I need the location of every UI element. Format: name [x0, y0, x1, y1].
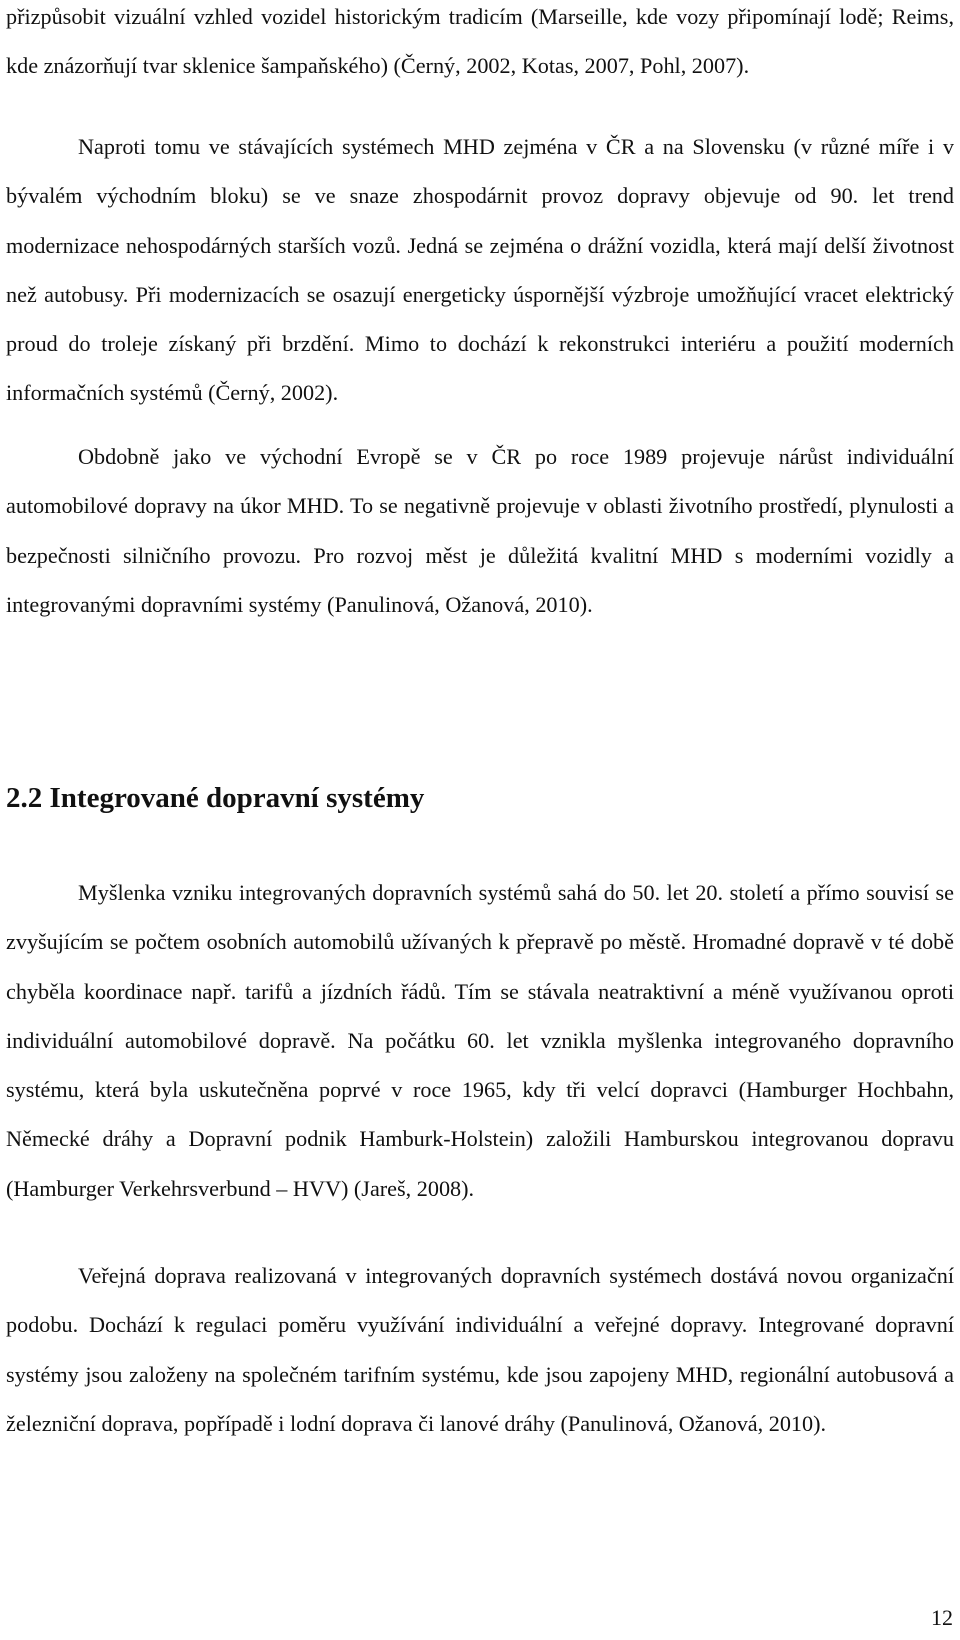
- paragraph-3: Obdobně jako ve východní Evropě se v ČR po roce 1989 projevuje nárůst individuální automobilové dopravy na úkor MHD. To se negativně projevuje v oblasti životního prostředí, plynulosti a bezpečnosti silničního provozu. Pro rozvoj měst je důležitá kvalitní MHD s moderními vozidly a integrovanými dopravními systémy (Panulinová, Ožanová, 2010).: [6, 444, 954, 617]
- paragraph-2: Naproti tomu ve stávajících systémech MHD zejména v ČR a na Slovensku (v různé míře i v bývalém východním bloku) se ve snaze zhospodárnit provoz dopravy objevuje od 90. let trend modernizace nehospodárných starších vozů. Jedná se zejména o drážní vozidla, která mají delší životnost než autobusy. Při modernizacích se osazují energeticky úspornější výzbroje umožňující vracet elektrický proud do troleje získaný při brzdění. Mimo to dochází k rekonstrukci interiéru a použití moderních informačních systémů (Černý, 2002).: [6, 134, 954, 406]
- section-heading: 2.2 Integrované dopravní systémy: [6, 782, 425, 814]
- paragraph-5: Veřejná doprava realizovaná v integrovaných dopravních systémech dostává novou organizační podobu. Dochází k regulaci poměru využívání individuální a veřejné dopravy. Integrované dopravní systémy jsou založeny na společném tarifním systému, kde jsou zapojeny MHD, regionální autobusová a železniční doprava, popřípadě i lodní doprava či lanové dráhy (Panulinová, Ožanová, 2010).: [6, 1263, 954, 1436]
- paragraph-1: přizpůsobit vizuální vzhled vozidel historickým tradicím (Marseille, kde vozy připomínají lodě; Reims, kde znázorňují tvar sklenice šampaňského) (Černý, 2002, Kotas, 2007, Pohl, 2007).: [6, 4, 954, 79]
- page-number: 12: [931, 1605, 953, 1630]
- paragraph-4: Myšlenka vzniku integrovaných dopravních systémů sahá do 50. let 20. století a přímo souvisí se zvyšujícím se počtem osobních automobilů užívaných k přepravě po městě. Hromadné dopravě v té době chyběla koordinace např. tarifů a jízdních řádů. Tím se stávala neatraktivní a méně využívanou oproti individuální automobilové dopravě. Na počátku 60. let vznikla myšlenka integrovaného dopravního systému, která byla uskutečněna poprvé v roce 1965, kdy tři velcí dopravci (Hamburger Hochbahn, Německé dráhy a Dopravní podnik Hamburk-Holstein) založili Hamburskou integrovanou dopravu (Hamburger Verkehrsverbund – HVV) (Jareš, 2008).: [6, 880, 954, 1201]
